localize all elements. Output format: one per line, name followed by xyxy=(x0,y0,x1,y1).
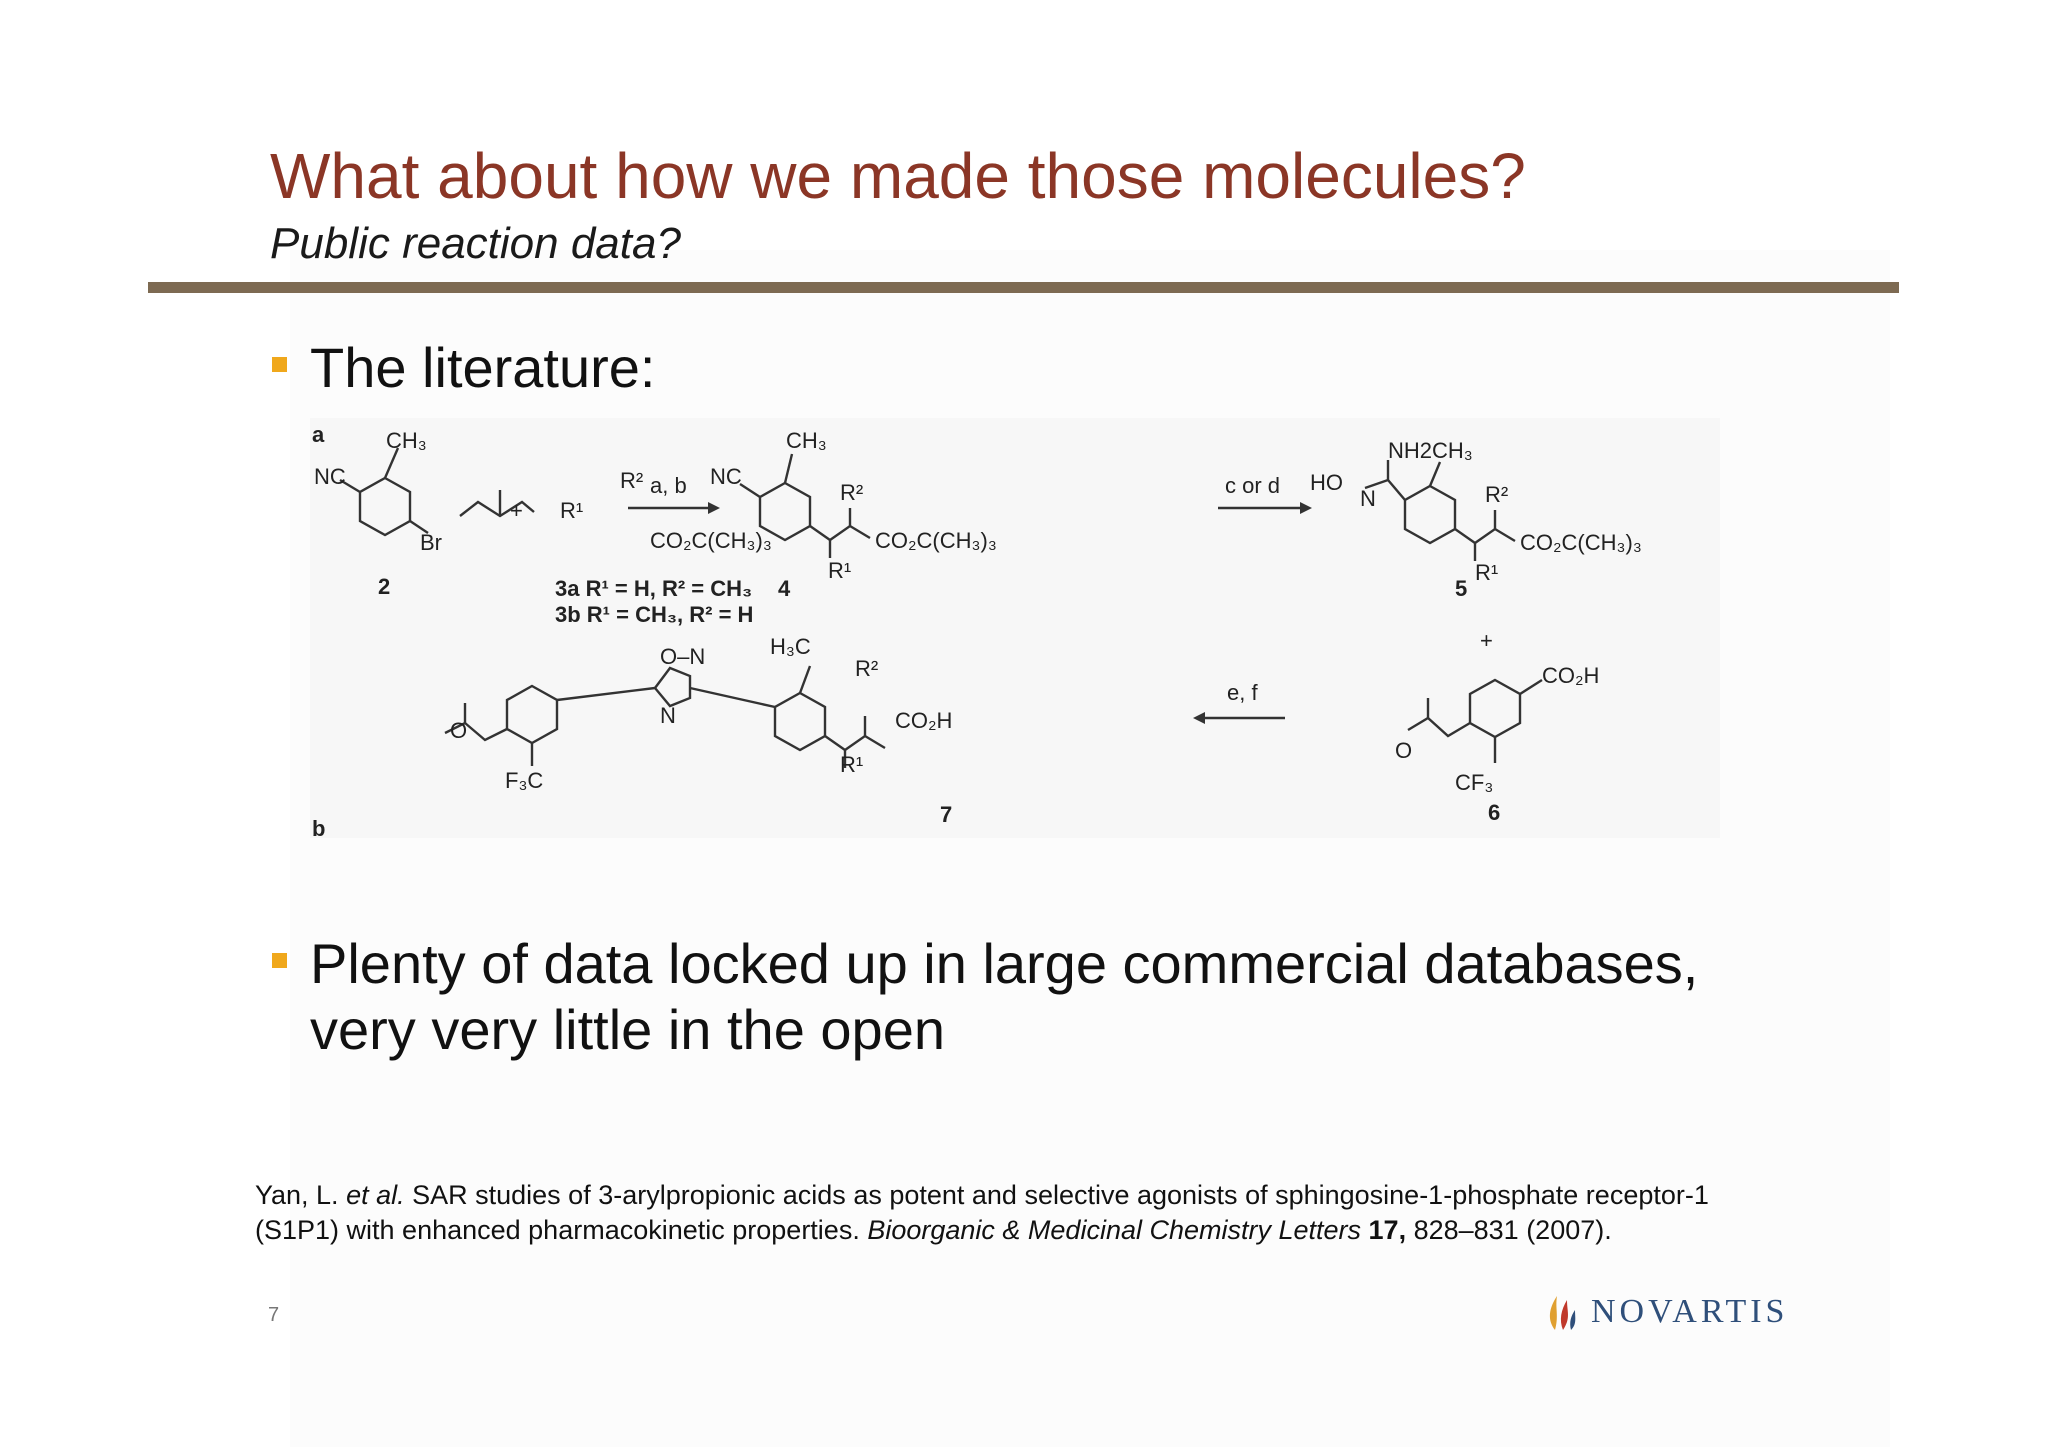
label-ester-4: CO₂C(CH₃)₃ xyxy=(875,528,997,553)
label-r1-7: R¹ xyxy=(840,752,864,777)
scheme-panel-a: a xyxy=(312,422,325,447)
label-co2h-6: CO₂H xyxy=(1542,663,1600,688)
label-arrow-ef: e, f xyxy=(1227,680,1258,705)
bullet-marker xyxy=(272,357,287,372)
citation-volume: 17, xyxy=(1361,1215,1407,1245)
label-nc-4: NC xyxy=(710,464,742,489)
label-cf3: CF₃ xyxy=(1455,770,1494,795)
label-compound-4: 4 xyxy=(778,576,791,601)
label-compound-2: 2 xyxy=(378,574,391,599)
label-ch3: CH₃ xyxy=(386,428,427,453)
citation-authors: Yan, L. xyxy=(255,1180,347,1210)
bullet-line-1: Plenty of data locked up in large commercial databases, xyxy=(310,932,1699,995)
bullet-commercial-databases xyxy=(310,931,1698,1063)
label-ester: CO₂C(CH₃)₃ xyxy=(650,528,772,553)
flame-icon xyxy=(1545,1290,1579,1334)
label-r2: R² xyxy=(620,468,644,493)
label-ch3-5: CH₃ xyxy=(1432,438,1473,463)
citation-pages: 828–831 (2007). xyxy=(1406,1215,1612,1245)
bullet-marker xyxy=(272,953,287,968)
ring-7b xyxy=(507,686,557,743)
label-nc: NC xyxy=(314,464,346,489)
ring-7a xyxy=(775,693,825,750)
label-n-7: N xyxy=(660,703,676,728)
novartis-logo xyxy=(1545,1288,1788,1336)
arrowhead-cd xyxy=(1300,502,1312,514)
ring-6 xyxy=(1470,680,1520,737)
label-plus-2: + xyxy=(1480,628,1493,653)
citation-title: SAR studies of 3-arylpropionic acids as potent and selective agonists of sphingosine-1-phosphate receptor-1 (S1P1) with enhanced pharmacokinetic properties. xyxy=(255,1180,1709,1245)
label-r1-4: R¹ xyxy=(828,558,852,583)
arrowhead-ef xyxy=(1193,712,1205,724)
label-o-6: O xyxy=(1395,738,1413,763)
alkene-3 xyxy=(460,502,534,516)
label-o-n: O–N xyxy=(660,644,706,669)
label-r2-5: R² xyxy=(1485,482,1509,507)
citation-etal: et al. xyxy=(346,1180,405,1210)
arrowhead-ab xyxy=(708,502,720,514)
label-compound-6: 6 xyxy=(1488,800,1501,825)
label-r1: R¹ xyxy=(560,498,584,523)
citation xyxy=(255,1178,1755,1248)
label-co2h-7: CO₂H xyxy=(895,708,953,733)
ring-2 xyxy=(360,478,410,535)
page-number: 7 xyxy=(268,1304,280,1326)
label-ch3-4: CH₃ xyxy=(786,428,827,453)
label-r2-4: R² xyxy=(840,480,864,505)
label-br: Br xyxy=(420,530,442,555)
scheme-panel-b: b xyxy=(312,816,326,838)
label-arrow-cd: c or d xyxy=(1225,473,1281,498)
slide-title: What about how we made those molecules? xyxy=(270,140,1526,212)
label-r2-7: R² xyxy=(855,656,879,681)
label-plus: + xyxy=(510,498,523,523)
label-compound-7: 7 xyxy=(940,802,953,827)
label-ho: HO xyxy=(1310,470,1343,495)
logo-text: NOVARTIS xyxy=(1591,1293,1789,1330)
oxadiazole-7 xyxy=(655,668,690,706)
bullet-literature: The literature: xyxy=(310,336,656,399)
label-arrow-ab: a, b xyxy=(650,473,687,498)
label-variant-3b: 3b R¹ = CH₃, R² = H xyxy=(555,602,754,627)
label-r1-5: R¹ xyxy=(1475,560,1499,585)
label-f3c: F₃C xyxy=(505,768,544,793)
label-h3c: H₃C xyxy=(770,634,811,659)
reaction-scheme xyxy=(310,418,1720,838)
label-variant-3a: 3a R¹ = H, R² = CH₃ xyxy=(555,576,753,601)
label-ester-5: CO₂C(CH₃)₃ xyxy=(1520,530,1642,555)
label-n: N xyxy=(1360,486,1376,511)
bullet-line-2: very very little in the open xyxy=(310,998,945,1061)
label-nh2: NH2 xyxy=(1388,438,1433,463)
title-divider xyxy=(148,282,1899,293)
label-compound-5: 5 xyxy=(1455,576,1468,601)
ring-5 xyxy=(1405,486,1455,543)
label-o-7: O xyxy=(450,718,468,743)
slide-subtitle: Public reaction data? xyxy=(270,219,681,268)
citation-journal: Bioorganic & Medicinal Chemistry Letters xyxy=(867,1215,1362,1245)
